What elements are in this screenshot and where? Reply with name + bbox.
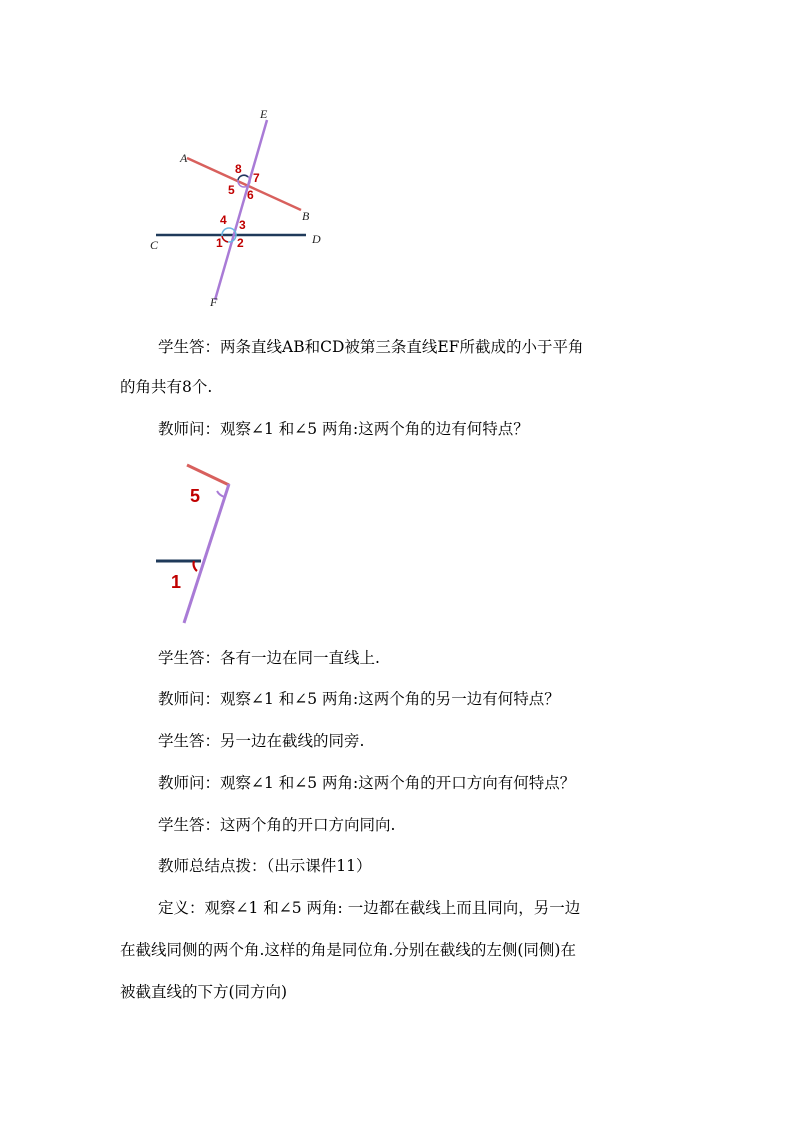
paragraph-teacher-question-2: 教师问：观察∠1 和∠5 两角:这两个角的另一边有何特点？ [158, 690, 560, 708]
line-ef [215, 120, 267, 300]
transversal-figure [140, 100, 340, 315]
label-angle-2: 2 [237, 236, 244, 250]
label-angle-7: 7 [253, 171, 260, 185]
paragraph-teacher-summary: 教师总结点拨：（出示课件11） [158, 857, 372, 875]
paragraph-student-answer-1: 学生答：两条直线AB和CD被第三条直线EF所截成的小于平角 [158, 338, 584, 356]
paragraph-student-answer-1-cont: 的角共有8个. [120, 378, 213, 396]
label-angle-4: 4 [220, 213, 227, 227]
label-angle-3: 3 [239, 218, 246, 232]
label-point-b: B [302, 209, 310, 223]
angle-arc-lower-mark [222, 236, 228, 242]
label-angle-1-big: 1 [171, 572, 182, 592]
line-ab-segment [187, 465, 229, 485]
label-angle-1: 1 [216, 236, 223, 250]
label-angle-5: 5 [228, 183, 235, 197]
angle-5-arc [217, 491, 225, 497]
paragraph-student-answer-3: 学生答：另一边在截线的同旁. [158, 732, 365, 750]
label-point-a: A [180, 151, 188, 165]
label-angle-6: 6 [247, 188, 254, 202]
paragraph-definition-cont-1: 在截线同侧的两个角.这样的角是同位角.分别在截线的左侧(同侧)在 [120, 941, 576, 959]
paragraph-definition-cont-2: 被截直线的下方(同方向) [120, 983, 288, 1001]
paragraph-student-answer-4: 学生答：这两个角的开口方向同向. [158, 816, 396, 834]
paragraph-teacher-question-1: 教师问：观察∠1 和∠5 两角:这两个角的边有何特点？ [158, 420, 529, 438]
paragraph-teacher-question-3: 教师问：观察∠1 和∠5 两角:这两个角的开口方向有何特点？ [158, 774, 576, 792]
label-point-d: D [312, 232, 321, 246]
label-point-e: E [260, 107, 268, 121]
paragraph-definition: 定义：观察∠1 和∠5 两角: 一边都在截线上而且同向，另一边 [158, 899, 581, 917]
angles-1-5-figure [150, 460, 250, 630]
label-angle-8: 8 [235, 162, 242, 176]
paragraph-student-answer-2: 学生答：各有一边在同一直线上. [158, 649, 380, 667]
label-point-f: F [210, 295, 218, 309]
label-angle-5-big: 5 [190, 486, 201, 506]
label-point-c: C [150, 238, 159, 252]
